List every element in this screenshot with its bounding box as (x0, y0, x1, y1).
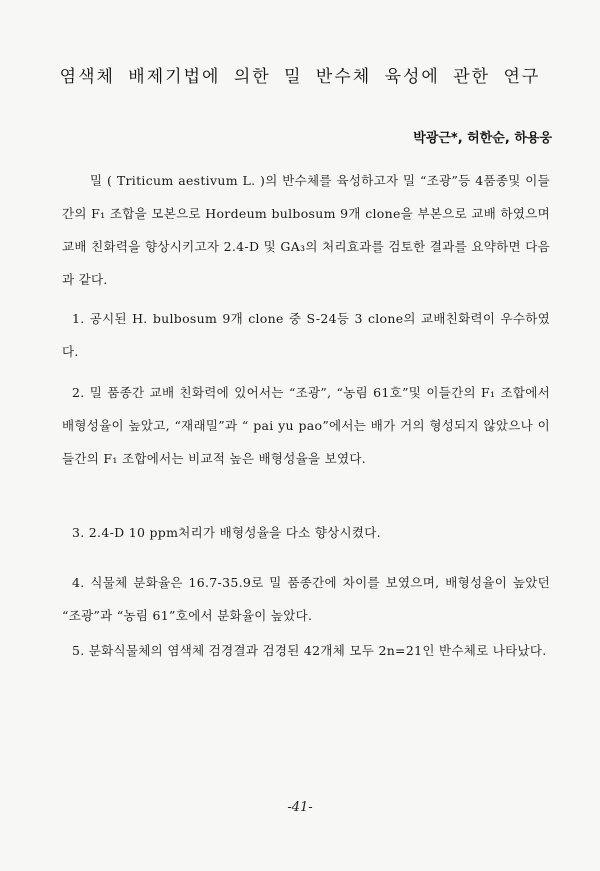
result-item-4: 4. 식물체 분화율은 16.7-35.9로 밀 품종간에 차이를 보였으며, 배형성율이 높았던 “조광”과 “농림 61”호에서 분화율이 높았다. (62, 575, 550, 623)
result-item-5: 5. 분화식물체의 염색체 검경결과 검경된 42개체 모두 2n=21인 반수체로 나타났다. (72, 643, 547, 658)
author-list: 박광근*, 허한순, 하용웅 (413, 131, 552, 146)
paper-title: 염색체 배제기법에 의한 밀 반수체 육성에 관한 연구 (59, 67, 541, 87)
result-item-2: 2. 밀 품종간 교배 친화력에 있어서는 “조광”, “농림 61호”및 이들간의 F₁ 조합에서 배형성율이 높았고, “재래밀”과 “ pai yu pao”에서는 배가 거의 형성되지 않았으나 이들간의 F₁ 조합에서는 비교적 높은 배형성율을 보였다. (62, 385, 550, 466)
abstract-intro-paragraph: 밀 ( Triticum aestivum L. )의 반수체를 육성하고자 밀 “조광”등 4품종및 이들간의 F₁ 조합을 모본으로 Hordeum bulbosum 9개 clone을 부본으로 교배 하였으며 교배 친화력을 향상시키고자 2.4-D 및 GA₃의 처리효과를 검토한 결과를 요약하면 다음과 같다. (62, 173, 550, 287)
result-item-1: 1. 공시된 H. bulbosum 9개 clone 중 S-24등 3 clone의 교배친화력이 우수하였다. (62, 311, 550, 359)
page-number: -41- (287, 800, 313, 815)
result-item-3: 3. 2.4-D 10 ppm처리가 배형성율을 다소 향상시켰다. (72, 525, 381, 540)
